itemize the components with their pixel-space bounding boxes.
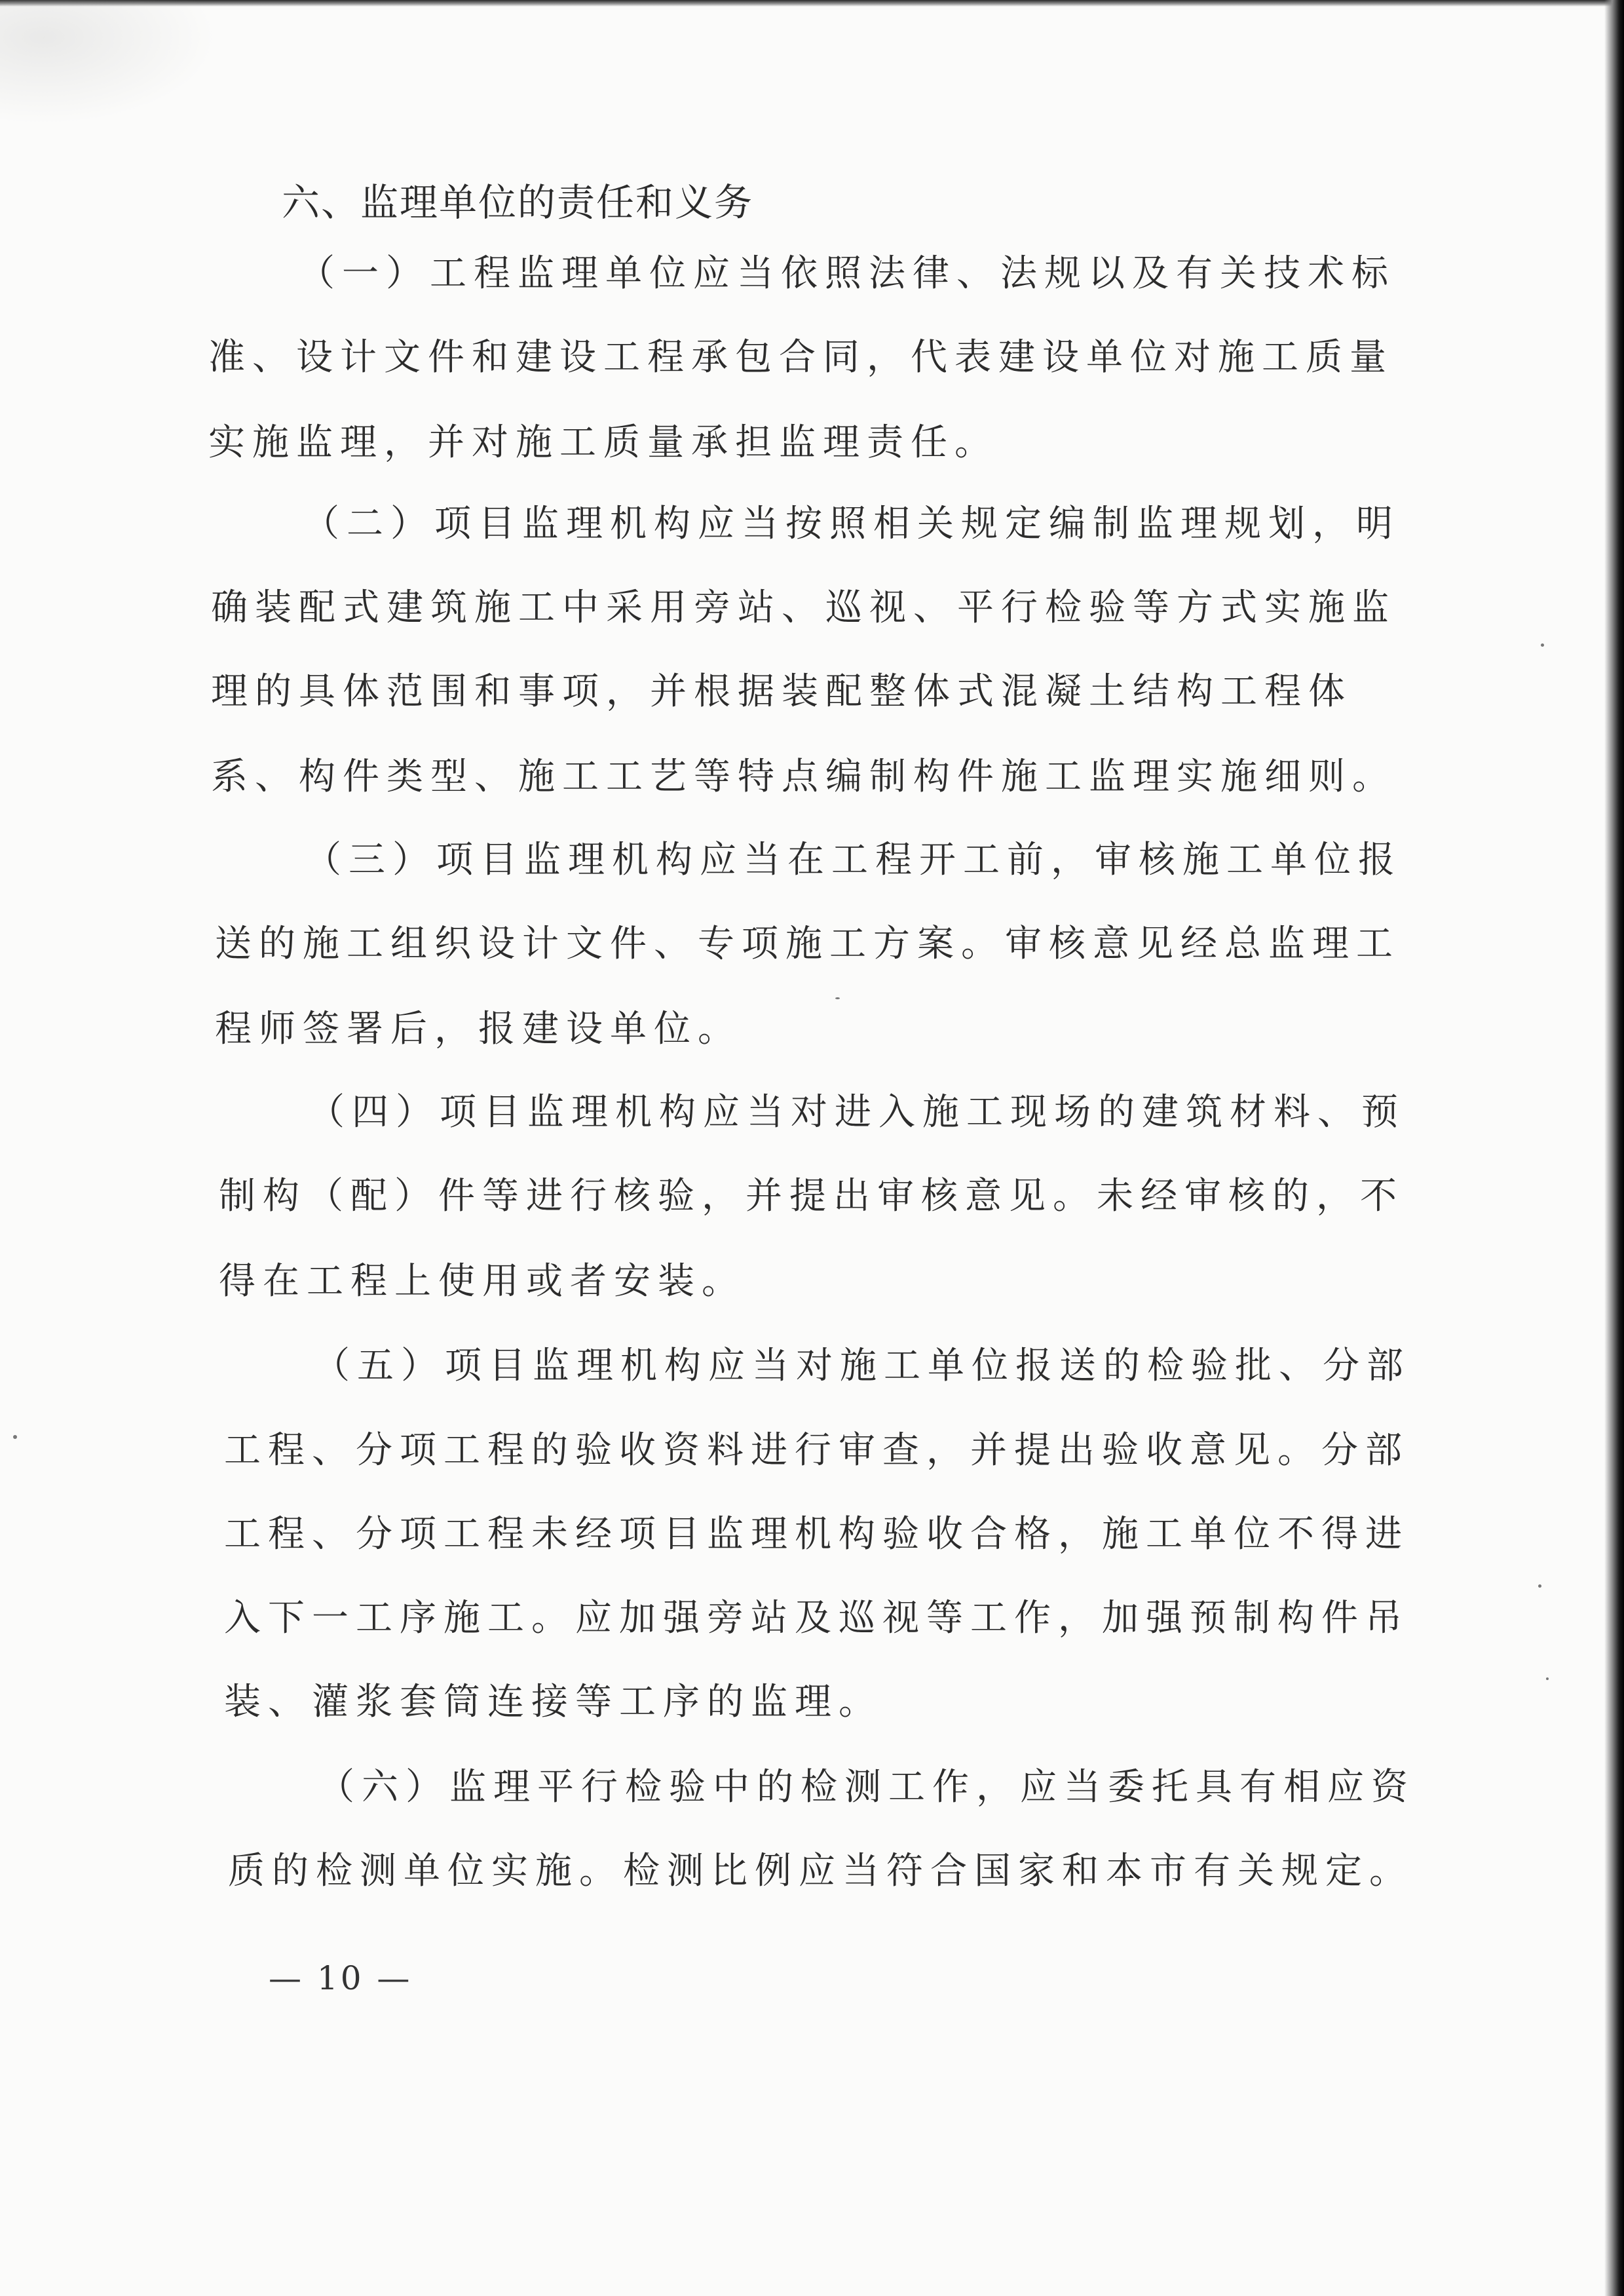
paragraph-line: 制构（配）件等进行核验，并提出审核意见。未经审核的，不 (219, 1175, 1404, 1217)
scan-speck (1538, 1584, 1541, 1588)
paragraph-line: 工程、分项工程未经项目监理机构验收合格，施工单位不得进 (224, 1513, 1409, 1556)
paragraph-line: 装、灌浆套筒连接等工序的监理。 (224, 1681, 882, 1723)
paragraph-line: 质的检测单位实施。检测比例应当符合国家和本市有关规定。 (228, 1850, 1413, 1892)
paragraph-line: （三）项目监理机构应当在工程开工前，审核施工单位报 (305, 839, 1402, 881)
paragraph-line: 系、构件类型、施工工艺等特点编制构件施工监理实施细则。 (211, 756, 1396, 798)
paragraph-line: 送的施工组织设计文件、专项施工方案。审核意见经总监理工 (215, 923, 1400, 965)
paragraph-line: （二）项目监理机构应当按照相关规定编制监理规划，明 (303, 503, 1400, 545)
paragraph-line: 工程、分项工程的验收资料进行审查，并提出验收意见。分部 (224, 1429, 1409, 1472)
scan-shadow-top (0, 0, 1624, 7)
paragraph-line: 实施监理，并对施工质量承担监理责任。 (208, 421, 998, 464)
paragraph-line: 理的具体范围和事项，并根据装配整体式混凝土结构工程体 (211, 670, 1352, 713)
paragraph-line: 得在工程上使用或者安装。 (219, 1260, 746, 1303)
paragraph-line: （五）项目监理机构应当对施工单位报送的检验批、分部 (313, 1345, 1410, 1387)
scan-speck (1541, 643, 1544, 647)
page-number: — 10 — (269, 1959, 413, 1997)
scan-shadow-right (1604, 0, 1624, 2296)
paragraph-line: （六）监理平行检验中的检测工作，应当委托具有相应资 (318, 1766, 1415, 1808)
scan-speck (13, 1435, 17, 1439)
scan-speck (835, 997, 840, 999)
scan-speck (1546, 1677, 1549, 1680)
paragraph-line: （一）工程监理单位应当依照法律、法规以及有关技术标 (298, 252, 1395, 295)
paragraph-line: 程师签署后，报建设单位。 (215, 1008, 742, 1050)
paragraph-line: （四）项目监理机构应当对进入施工现场的建筑材料、预 (308, 1091, 1405, 1134)
paragraph-line: 确装配式建筑施工中采用旁站、巡视、平行检验等方式实施监 (211, 586, 1396, 629)
section-heading: 六、监理单位的责任和义务 (282, 180, 754, 225)
paragraph-line: 准、设计文件和建设工程承包合同，代表建设单位对施工质量 (208, 336, 1393, 379)
paragraph-line: 入下一工序施工。应加强旁站及巡视等工作，加强预制构件吊 (224, 1597, 1409, 1639)
scan-smudge (0, 0, 216, 124)
